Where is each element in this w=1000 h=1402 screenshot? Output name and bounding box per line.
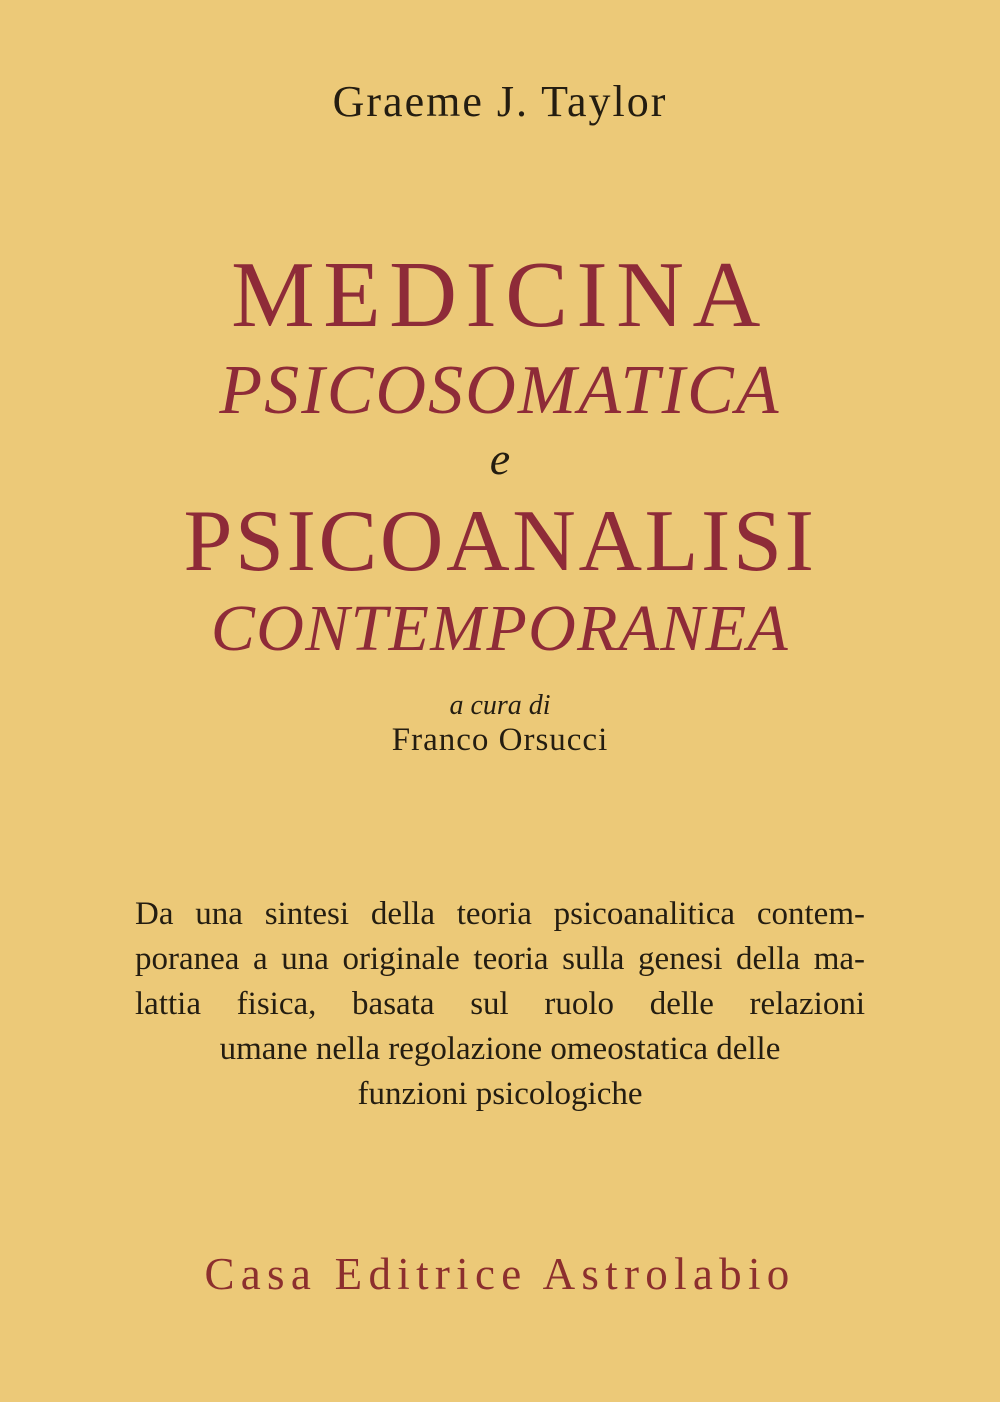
editor-name: Franco Orsucci — [391, 722, 609, 758]
blurb-line-2: poranea a una originale teoria sulla genesi della ma- — [135, 941, 865, 977]
title-line-psicosomatica: PSICOSOMATICA — [219, 352, 781, 429]
author-name: Graeme J. Taylor — [332, 77, 668, 126]
title-line-medicina: MEDICINA — [231, 243, 769, 347]
title-line-psicoanalisi: PSICOANALISI — [183, 493, 817, 590]
title-line-contemporanea: CONTEMPORANEA — [210, 592, 790, 665]
publisher-name: Casa Editrice Astrolabio — [204, 1249, 796, 1299]
editor-label: a cura di — [449, 690, 551, 721]
title-conjunction-e: e — [489, 433, 511, 484]
back-blurb — [135, 892, 865, 1117]
blurb-line-4: umane nella regolazione omeostatica delle — [219, 1031, 781, 1067]
blurb-line-1: Da una sintesi della teoria psicoanalitica contem- — [135, 896, 865, 932]
blurb-line-5: funzioni psicologiche — [357, 1076, 643, 1112]
blurb-line-3: lattia fisica, basata sul ruolo delle relazioni — [135, 986, 865, 1022]
